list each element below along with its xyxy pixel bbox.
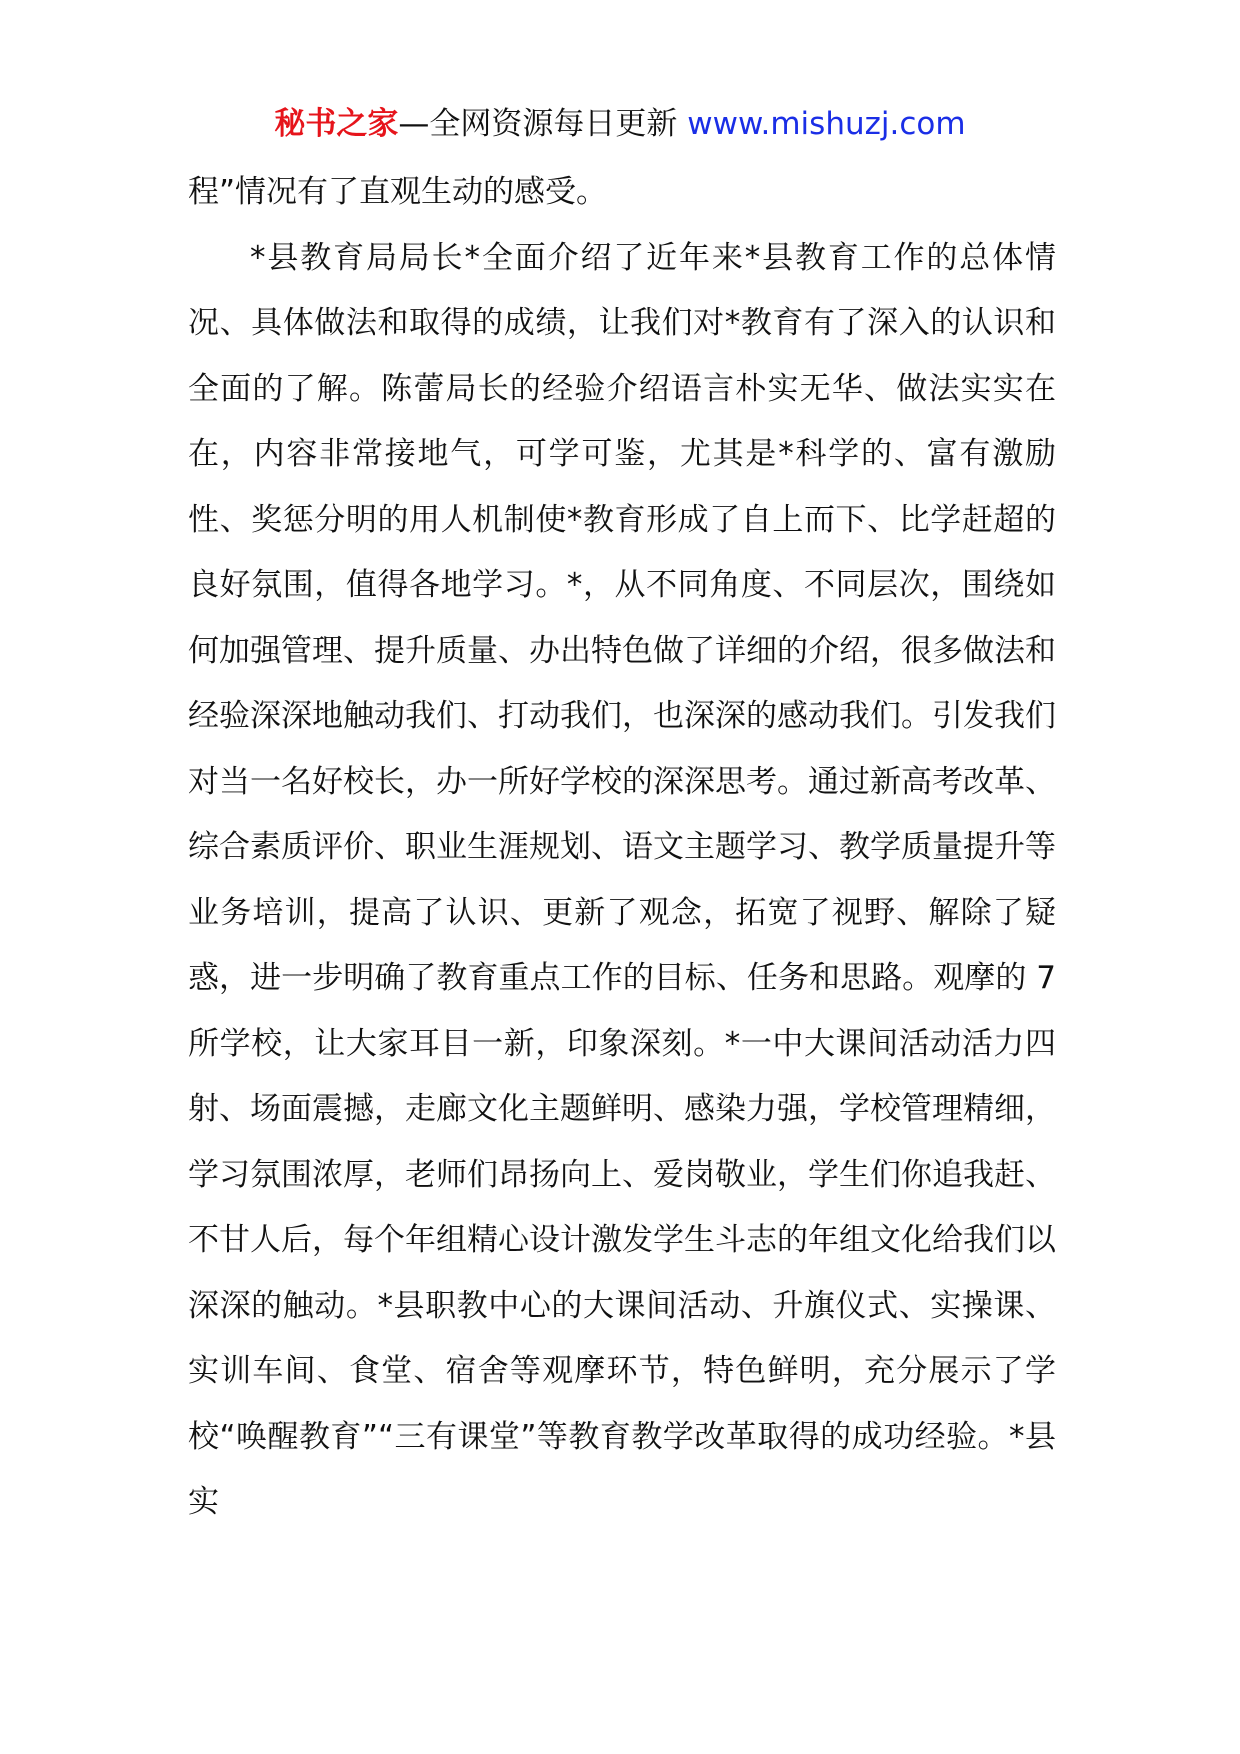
brand-name: 秘书之家 bbox=[274, 106, 399, 142]
site-header bbox=[0, 100, 1240, 148]
header-tagline: —全网资源每日更新 bbox=[398, 106, 688, 142]
site-url-link[interactable]: www.mishuzj.com bbox=[687, 106, 966, 142]
paragraph-main: *县教育局局长*全面介绍了近年来*县教育工作的总体情况、具体做法和取得的成绩，让我们对*教育有了深入的认识和全面的了解。陈蕾局长的经验介绍语言朴实无华、做法实实在在，内容非常接地气，可学可鉴，尤其是*科学的、富有激励性、奖惩分明的用人机制使*教育形成了自上而下、比学赶超的良好氛围，值得各地学习。*，从不同角度、不同层次，围绕如何加强管理、提升质量、办出特色做了详细的介绍，很多做法和经验深深地触动我们、打动我们，也深深的感动我们。引发我们对当一名好校长，办一所好学校的深深思考。通过新高考改革、综合素质评价、职业生涯规划、语文主题学习、教学质量提升等业务培训，提高了认识、更新了观念，拓宽了视野、解除了疑惑，进一步明确了教育重点工作的目标、任务和思路。观摩的 7 所学校，让大家耳目一新，印象深刻。*一中大课间活动活力四射、场面震撼，走廊文化主题鲜明、感染力强，学校管理精细，学习氛围浓厚，老师们昂扬向上、爱岗敬业，学生们你追我赶、不甘人后，每个年组精心设计激发学生斗志的年组文化给我们以深深的触动。*县职教中心的大课间活动、升旗仪式、实操课、实训车间、食堂、宿舍等观摩环节，特色鲜明，充分展示了学校“唤醒教育”“三有课堂”等教育教学改革取得的成功经验。*县实 bbox=[188, 239, 1056, 1520]
document-body bbox=[188, 160, 1056, 1536]
paragraph-continued: 程”情况有了直观生动的感受。 bbox=[188, 174, 608, 210]
